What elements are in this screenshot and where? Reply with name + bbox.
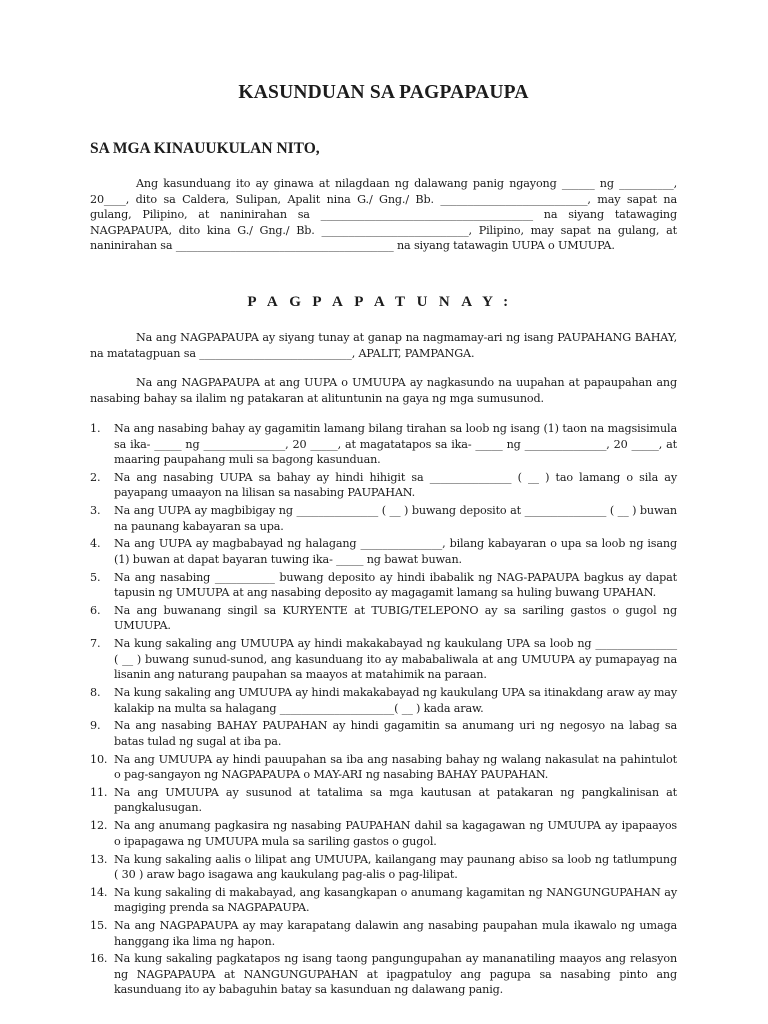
clause-item — [90, 918, 677, 949]
clause-number: 10. — [90, 752, 108, 766]
clause-item — [90, 785, 677, 816]
document-title: KASUNDUAN SA PAGPAPAUPA — [238, 82, 529, 103]
clause-text: Na kung sakaling ang UMUUPA ay hindi makakabayad ng kaukulang UPA sa loob ng _______________ ( __ ) buwang sunud-sunod, ang kasunduang ito ay mababaliwala at ang UMUUPA ay pumapayag na lisanin ang naturang paupahan sa maayos at matahimik na paraan. — [114, 637, 677, 682]
clause-number: 3. — [90, 504, 101, 518]
clause-number: 11. — [90, 785, 108, 799]
clause-item — [90, 503, 677, 534]
clause-number: 8. — [90, 686, 101, 700]
clause-item — [90, 536, 677, 567]
intro-paragraph: Ang kasunduang ito ay ginawa at nilagdaan ng dalawang panig ngayong ______ ng __________, 20____, dito sa Caldera, Sulipan, Apalit nina G./ Gng./ Bb. ___________________________, may sapat na gulang, Pilipino, at naninirahan sa _______________________________________ na siyang tatawaging NAGPAPAUPA, dito kina G./ Gng./ Bb. ___________________________, Pilipino, may sapat na gulang, at naninirahan sa ________________________________________ na siyang tatawagin UUPA o UMUUPA. — [90, 177, 677, 252]
clause-number: 7. — [90, 637, 101, 651]
clause-text: Na kung sakaling di makabayad, ang kasangkapan o anumang kagamitan ng NANGUNGUPAHAN ay magiging prenda sa NAGPAPAUPA. — [114, 885, 677, 915]
clause-number: 13. — [90, 852, 108, 866]
clause-item — [90, 852, 677, 883]
ownership-paragraph: Na ang NAGPAPAUPA ay siyang tunay at ganap na nagmamay-ari ng isang PAUPAHANG BAHAY, na matatagpuan sa ____________________________, APALIT, PAMPANGA. — [90, 331, 677, 360]
clause-text: Na ang buwanang singil sa KURYENTE at TUBIG/TELEPONO ay sa sariling gastos o gugol ng UMUUPA. — [114, 603, 677, 633]
clause-item — [90, 570, 677, 601]
clause-item — [90, 470, 677, 501]
clause-text: Na ang NAGPAPAUPA ay may karapatang dalawin ang nasabing paupahan mula ikawalo ng umaga hanggang ika lima ng hapon. — [114, 919, 677, 948]
clause-number: 5. — [90, 570, 101, 584]
clause-text: Na ang nasabing UUPA sa bahay ay hindi hihigit sa _______________ ( __ ) tao lamang o sila ay payapang umaayon na lilisan sa nasabing PAUPAHAN. — [114, 470, 677, 500]
clause-item — [90, 421, 677, 468]
clause-number: 15. — [90, 919, 108, 933]
clause-number: 16. — [90, 952, 108, 966]
clause-text: Na kung sakaling ang UMUUPA ay hindi makakabayad ng kaukulang UPA sa itinakdang araw ay may kalakip na multa sa halagang _____________________( __ ) kada araw. — [114, 686, 677, 715]
clause-item — [90, 636, 677, 683]
clause-item — [90, 718, 677, 749]
clause-text: Na kung sakaling aalis o lilipat ang UMUUPA, kailangang may paunang abiso sa loob ng tatlumpung ( 30 ) araw bago isagawa ang kaukulang pag-alis o pag-lilipat. — [114, 852, 677, 882]
clause-item — [90, 685, 677, 716]
clause-number: 9. — [90, 719, 101, 733]
agreement-paragraph: Na ang NAGPAPAUPA at ang UUPA o UMUUPA ay nagkasundo na uupahan at papaupahan ang nasabing bahay sa ilalim ng patakaran at alituntunin na gaya ng mga sumusunod. — [90, 376, 677, 405]
clause-text: Na kung sakaling pagkatapos ng isang taong pangungupahan ay mananatiling maayos ang relasyon ng NAGPAPAUPA at NANGUNGUPAHAN at ipagpatuloy ang pagupa sa nasabing pinto ang kasunduang ito ay babaguhin batay sa kasunduan ng dalawang panig. — [114, 952, 677, 997]
section-heading: PAGPAPATUNAY: — [247, 294, 520, 310]
clause-text: Na ang UMUUPA ay hindi pauupahan sa iba ang nasabing bahay ng walang nakasulat na pahintulot o pag-sangayon ng NAGPAPAUPA o MAY-ARI ng nasabing BAHAY PAUPAHAN. — [114, 752, 677, 782]
clause-list — [90, 421, 677, 1000]
clause-text: Na ang nasabing ___________ buwang deposito ay hindi ibabalik ng NAG-PAPAUPA bagkus ay dapat tapusin ng UMUUPA at ang nasabing deposito ay magagamit lamang sa huling buwang UPAHAN. — [114, 570, 677, 600]
clause-text: Na ang nasabing BAHAY PAUPAHAN ay hindi gagamitin sa anumang uri ng negosyo na labag sa batas tulad ng sugal at iba pa. — [114, 719, 677, 748]
clause-item — [90, 752, 677, 783]
clause-item — [90, 818, 677, 849]
clause-number: 2. — [90, 470, 101, 484]
clause-item — [90, 885, 677, 916]
clause-number: 4. — [90, 537, 101, 551]
clause-item — [90, 603, 677, 634]
clause-text: Na ang anumang pagkasira ng nasabing PAUPAHAN dahil sa kagagawan ng UMUUPA ay ipapaayos o ipapagawa ng UMUUPA mula sa sariling gastos o gugol. — [114, 819, 677, 848]
clause-number: 1. — [90, 422, 101, 435]
salutation: SA MGA KINAUUKULAN NITO, — [90, 140, 320, 157]
clause-number: 6. — [90, 603, 101, 617]
clause-text: Na ang UMUUPA ay susunod at tatalima sa mga kautusan at patakaran ng pangkalinisan at pangkalusugan. — [114, 785, 677, 815]
clause-text: Na ang UUPA ay magbabayad ng halagang _______________, bilang kabayaran o upa sa loob ng isang (1) buwan at dapat bayaran tuwing ika- _____ ng bawat buwan. — [114, 537, 677, 566]
clause-number: 14. — [90, 885, 108, 899]
clause-number: 12. — [90, 819, 108, 833]
clause-text: Na ang nasabing bahay ay gagamitin lamang bilang tirahan sa loob ng isang (1) taon na magsisimula sa ika- _____ ng _______________, 20 _____, at magatatapos sa ika- _____ ng _______________, 20 _____, at maaring paupahang muli sa bagong kasunduan. — [114, 422, 677, 466]
clause-item — [90, 951, 677, 998]
clause-text: Na ang UUPA ay magbibigay ng _______________ ( __ ) buwang deposito at _______________ ( __ ) buwan na paunang kabayaran sa upa. — [114, 504, 677, 533]
